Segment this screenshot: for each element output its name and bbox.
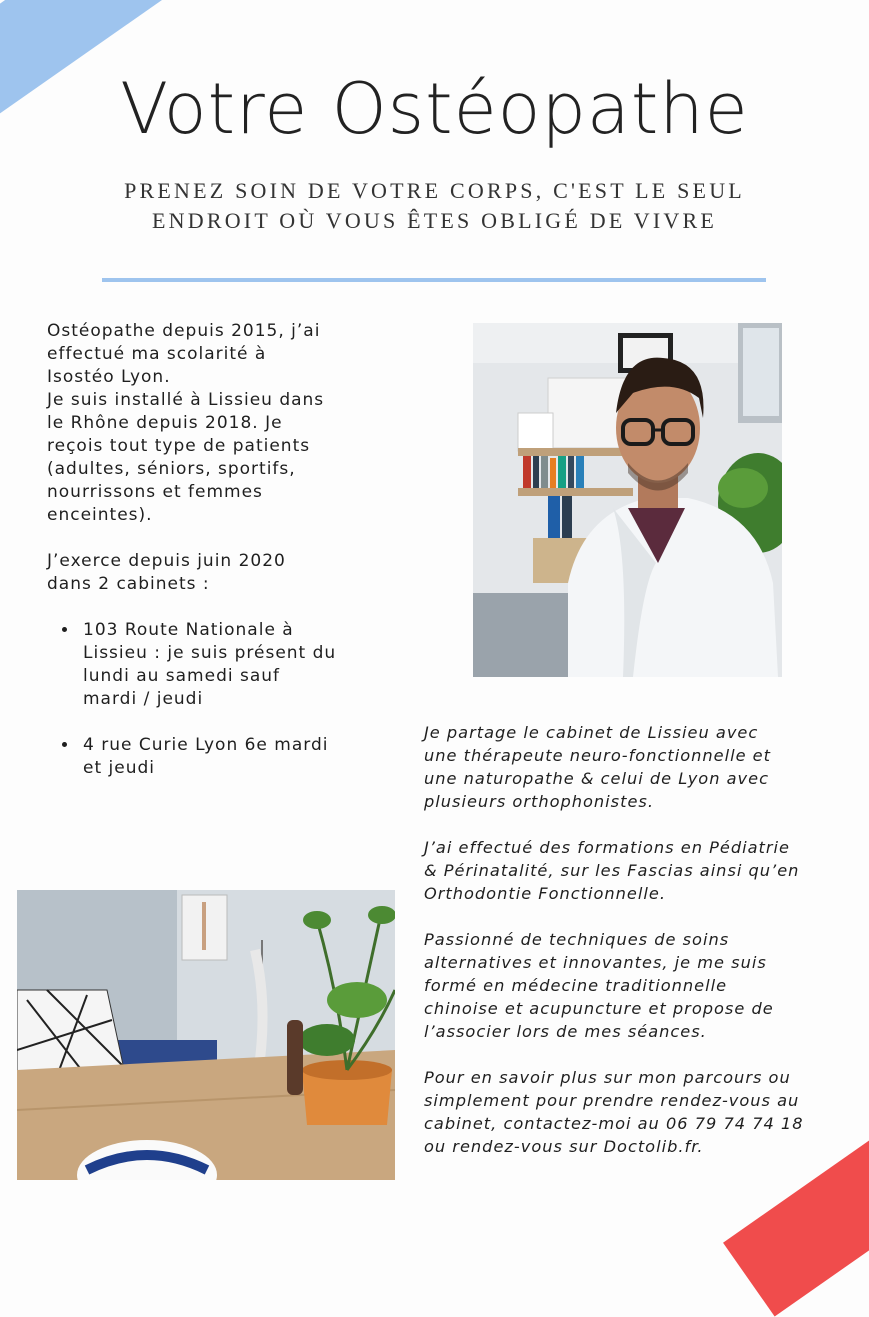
office-illustration xyxy=(17,890,395,1180)
text-line: simplement pour prendre rendez-vous au xyxy=(424,1091,800,1110)
text-line: et jeudi xyxy=(83,758,155,778)
list-item xyxy=(79,619,392,711)
text-line: plusieurs orthophonistes. xyxy=(424,792,654,811)
subtitle-line: ENDROIT OÙ VOUS ÊTES OBLIGÉ DE VIVRE xyxy=(152,208,717,233)
subtitle-line: PRENEZ SOIN DE VOTRE CORPS, C'EST LE SEUL xyxy=(124,178,745,203)
text-line: chinoise et acupuncture et propose de xyxy=(424,999,774,1018)
page-subtitle xyxy=(60,176,809,236)
text-line: J’ai effectué des formations en Pédiatrie xyxy=(424,838,790,857)
text-line: Isostéo Lyon. xyxy=(47,367,171,387)
details-paragraph-4 xyxy=(424,1066,864,1158)
text-line: enceintes). xyxy=(47,505,153,525)
text-line: dans 2 cabinets : xyxy=(47,574,210,594)
text-line: (adultes, séniors, sportifs, xyxy=(47,459,296,479)
details-text xyxy=(424,721,864,1181)
page-title: Votre Ostéopathe xyxy=(120,68,749,150)
text-line: l’associer lors de mes séances. xyxy=(424,1022,707,1041)
divider xyxy=(102,278,766,282)
text-line: alternatives et innovantes, je me suis xyxy=(424,953,767,972)
text-line: Passionné de techniques de soins xyxy=(424,930,730,949)
text-line: ou rendez-vous sur Doctolib.fr. xyxy=(424,1137,704,1156)
text-line: le Rhône depuis 2018. Je xyxy=(47,413,283,433)
text-line: Pour en savoir plus sur mon parcours ou xyxy=(424,1068,791,1087)
text-line: J’exerce depuis juin 2020 xyxy=(47,551,286,571)
text-line: une thérapeute neuro-fonctionnelle et xyxy=(424,746,771,765)
text-line: effectué ma scolarité à xyxy=(47,344,267,364)
details-paragraph-3 xyxy=(424,928,864,1043)
details-paragraph-2 xyxy=(424,836,864,905)
osteopath-portrait-photo xyxy=(473,323,782,677)
text-line: formé en médecine traditionnelle xyxy=(424,976,728,995)
text-line: une naturopathe & celui de Lyon avec xyxy=(424,769,769,788)
text-line: cabinet, contactez-moi au 06 79 74 74 18 xyxy=(424,1114,804,1133)
office-photo xyxy=(17,890,395,1180)
intro-paragraph-1 xyxy=(47,320,392,527)
text-line: Je partage le cabinet de Lissieu avec xyxy=(424,723,759,742)
details-paragraph-1 xyxy=(424,721,864,813)
intro-text xyxy=(47,320,392,803)
list-item xyxy=(79,734,392,780)
text-line: Je suis installé à Lissieu dans xyxy=(47,390,325,410)
intro-paragraph-2 xyxy=(47,550,392,596)
text-line: reçois tout type de patients xyxy=(47,436,311,456)
text-line: 103 Route Nationale à xyxy=(83,620,294,640)
text-line: Ostéopathe depuis 2015, j’ai xyxy=(47,321,321,341)
text-line: lundi au samedi sauf xyxy=(83,666,281,686)
text-line: Orthodontie Fonctionnelle. xyxy=(424,884,666,903)
text-line: Lissieu : je suis présent du xyxy=(83,643,337,663)
text-line: mardi / jeudi xyxy=(83,689,204,709)
text-line: & Périnatalité, sur les Fascias ainsi qu’en xyxy=(424,861,800,880)
text-line: nourrissons et femmes xyxy=(47,482,263,502)
portrait-illustration xyxy=(473,323,782,677)
cabinet-list xyxy=(47,619,392,780)
text-line: 4 rue Curie Lyon 6e mardi xyxy=(83,735,329,755)
